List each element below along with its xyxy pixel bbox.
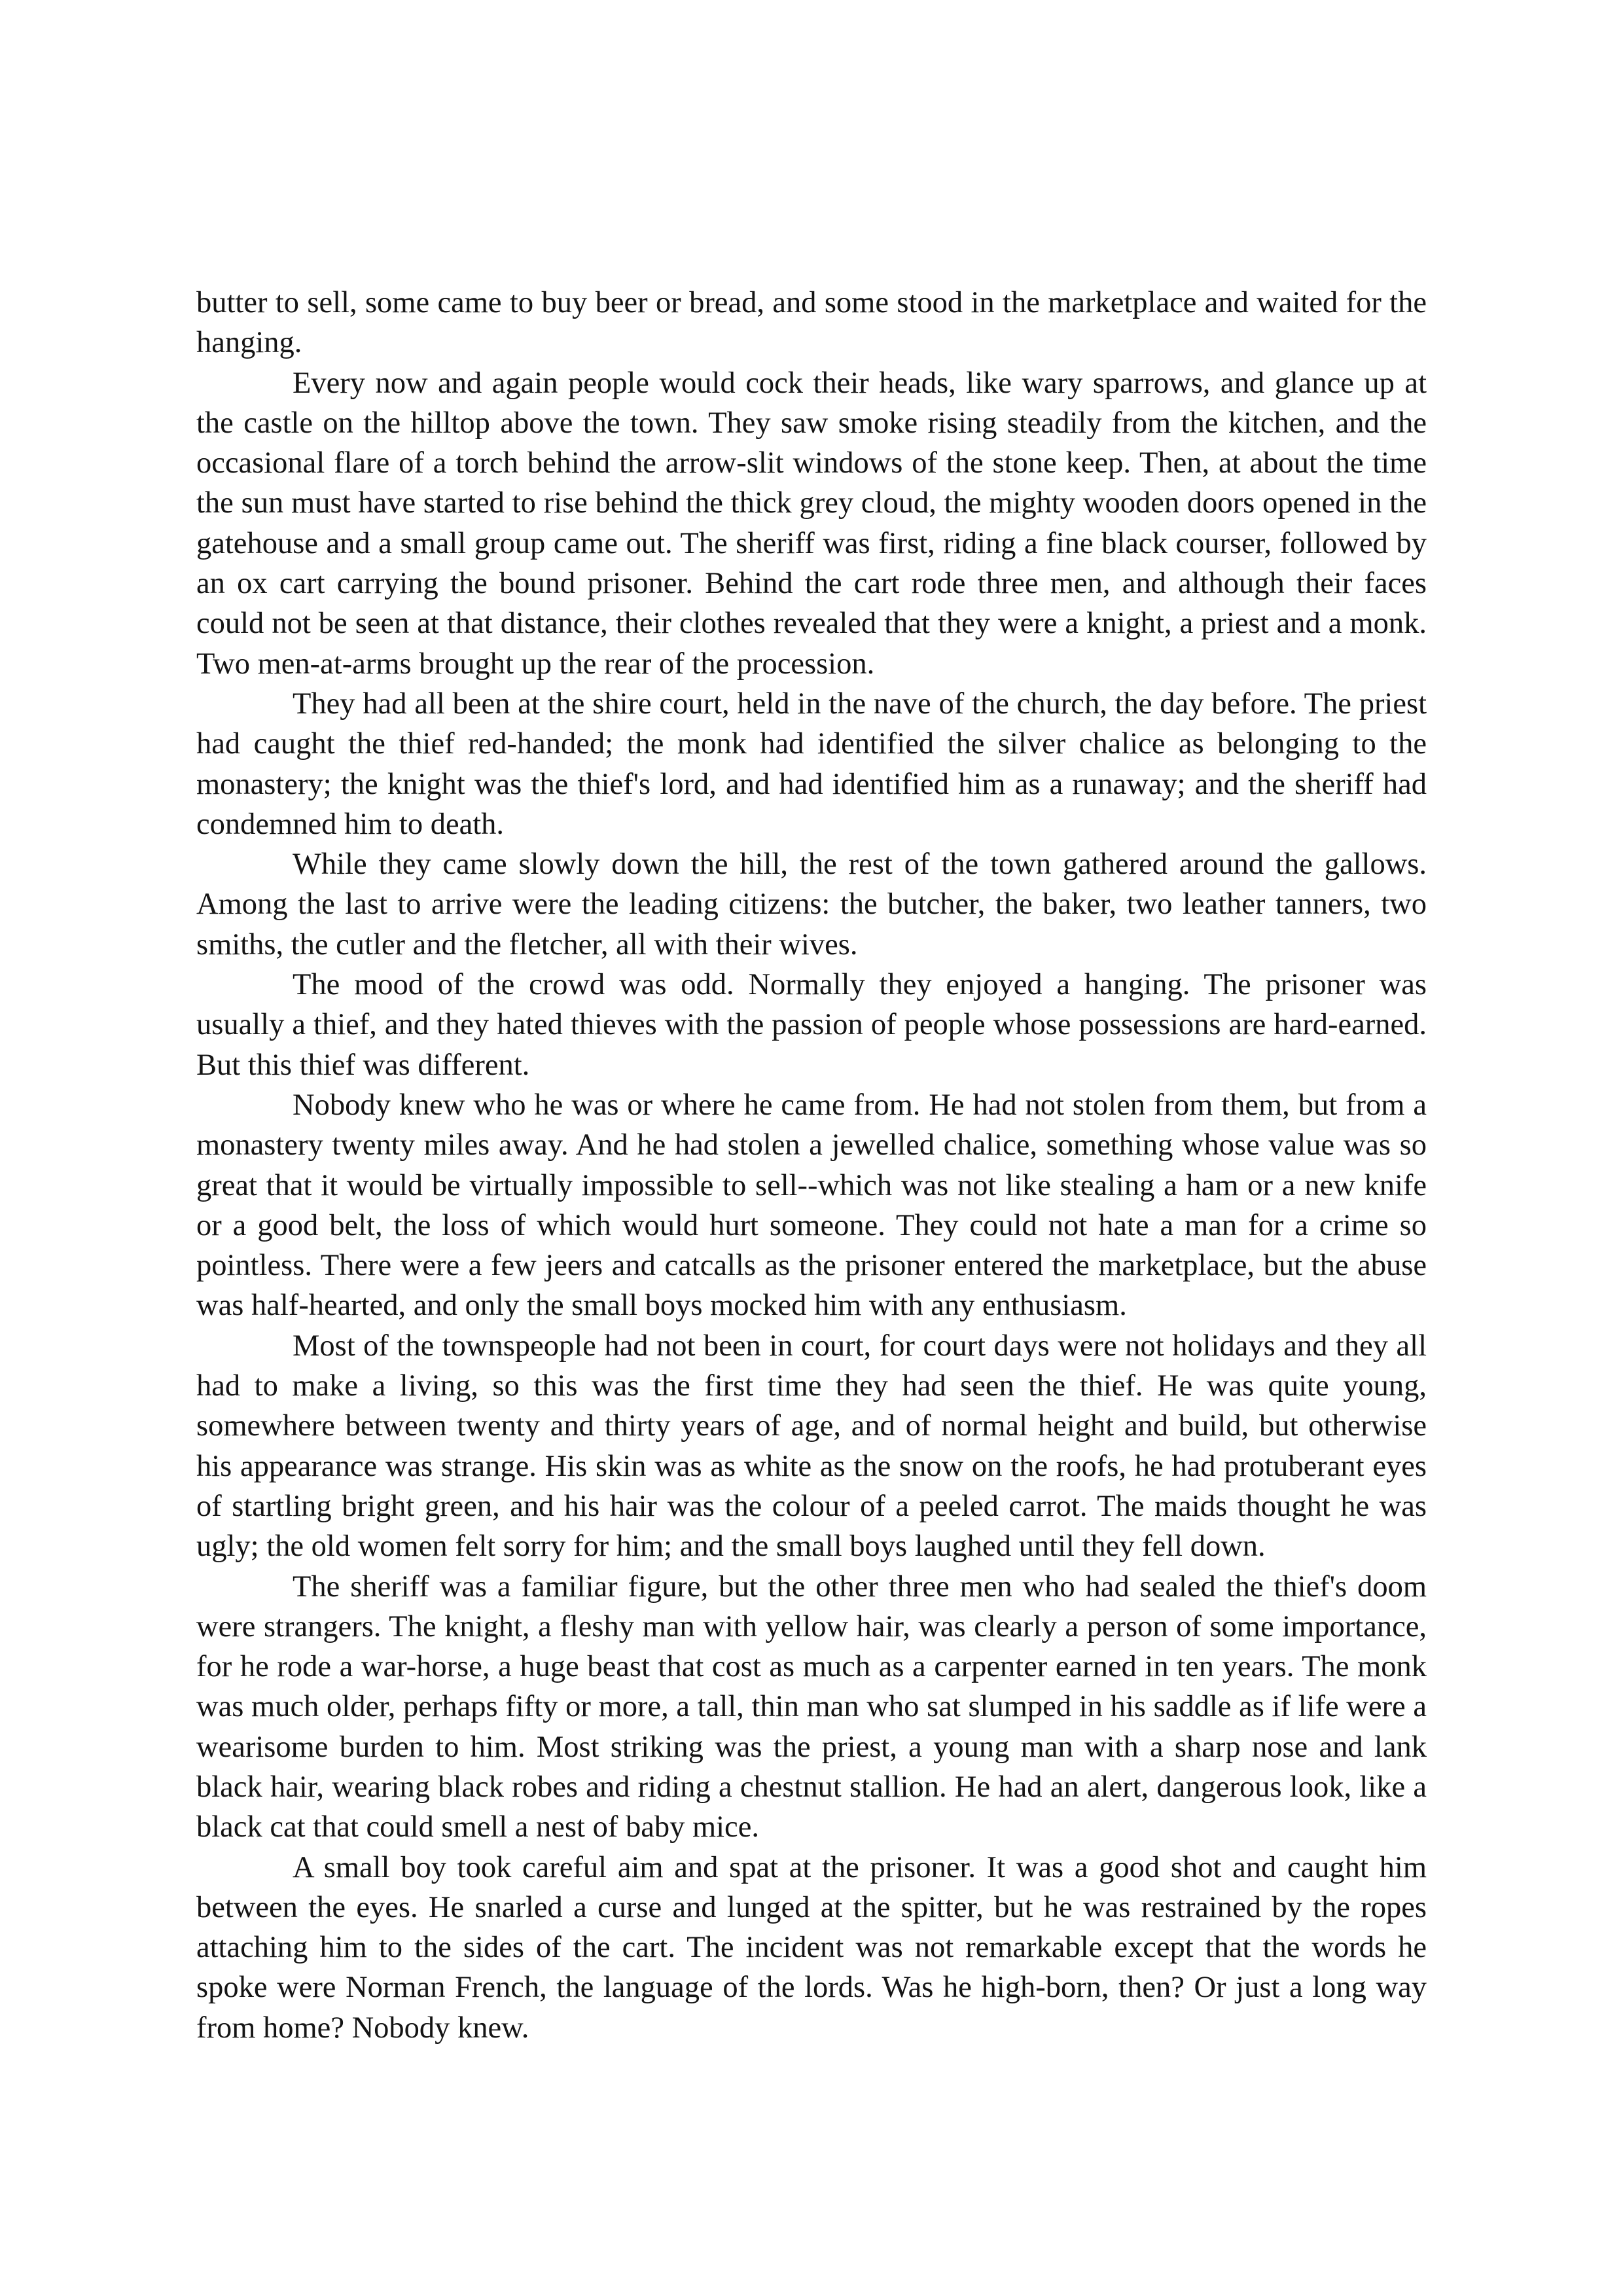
paragraph: Every now and again people would cock their heads, like wary sparrows, and glance up at the castle on the hilltop above the town. They saw smoke rising steadily from the kitchen, and the occasional flare of a torch behind the arrow-slit windows of the stone keep. Then, at about the time the sun must have started to rise behind the thick grey cloud, the mighty wooden doors opened in the gatehouse and a small group came out. The sheriff was first, riding a fine black courser, followed by an ox cart carrying the bound prisoner. Behind the cart rode three men, and although their faces could not be seen at that distance, their clothes revealed that they were a knight, a priest and a monk. Two men-at-arms brought up the rear of the procession. (196, 366, 1427, 681)
paragraph: They had all been at the shire court, held in the nave of the church, the day before. The priest had caught the thief red-handed; the monk had identified the silver chalice as belonging to the monastery; the knight was the thief's lord, and had identified him as a runaway; and the sheriff had condemned him to death. (196, 687, 1427, 841)
paragraph-continuation: butter to sell, some came to buy beer or bread, and some stood in the marketplace and waited for the hanging. (196, 286, 1427, 360)
paragraph: While they came slowly down the hill, the rest of the town gathered around the gallows. Among the last to arrive were the leading citizens: the butcher, the baker, two leather tanners, two smiths, the cutler and the fletcher, all with their wives. (196, 848, 1427, 961)
paragraph: Most of the townspeople had not been in court, for court days were not holidays and they all had to make a living, so this was the first time they had seen the thief. He was quite young, somewhere between twenty and thirty years of age, and of normal height and build, but otherwise his appearance was strange. His skin was as white as the snow on the roofs, he had protuberant eyes of startling bright green, and his hair was the colour of a peeled carrot. The maids thought he was ugly; the old women felt sorry for him; and the small boys laughed until they fell down. (196, 1329, 1427, 1564)
page-body (196, 283, 1427, 2048)
paragraph: Nobody knew who he was or where he came from. He had not stolen from them, but from a monastery twenty miles away. And he had stolen a jewelled chalice, something whose value was so great that it would be virtually impossible to sell--which was not like stealing a ham or a new knife or a good belt, the loss of which would hurt someone. They could not hate a man for a crime so pointless. There were a few jeers and catcalls as the prisoner entered the marketplace, but the abuse was half-hearted, and only the small boys mocked him with any enthusiasm. (196, 1088, 1427, 1323)
paragraph: The mood of the crowd was odd. Normally they enjoyed a hanging. The prisoner was usually a thief, and they hated thieves with the passion of people whose possessions are hard-earned. But this thief was different. (196, 968, 1427, 1082)
paragraph: The sheriff was a familiar figure, but the other three men who had sealed the thief's doom were strangers. The knight, a fleshy man with yellow hair, was clearly a person of some importance, for he rode a war-horse, a huge beast that cost as much as a carpenter earned in ten years. The monk was much older, perhaps fifty or more, a tall, thin man who sat slumped in his saddle as if life were a wearisome burden to him. Most striking was the priest, a young man with a sharp nose and lank black hair, wearing black robes and riding a chestnut stallion. He had an alert, dangerous look, like a black cat that could smell a nest of baby mice. (196, 1570, 1427, 1844)
paragraph: A small boy took careful aim and spat at the prisoner. It was a good shot and caught him between the eyes. He snarled a curse and lunged at the spitter, but he was restrained by the ropes attaching him to the sides of the cart. The incident was not remarkable except that the words he spoke were Norman French, the language of the lords. Was he high-born, then? Or just a long way from home? Nobody knew. (196, 1850, 1427, 2045)
